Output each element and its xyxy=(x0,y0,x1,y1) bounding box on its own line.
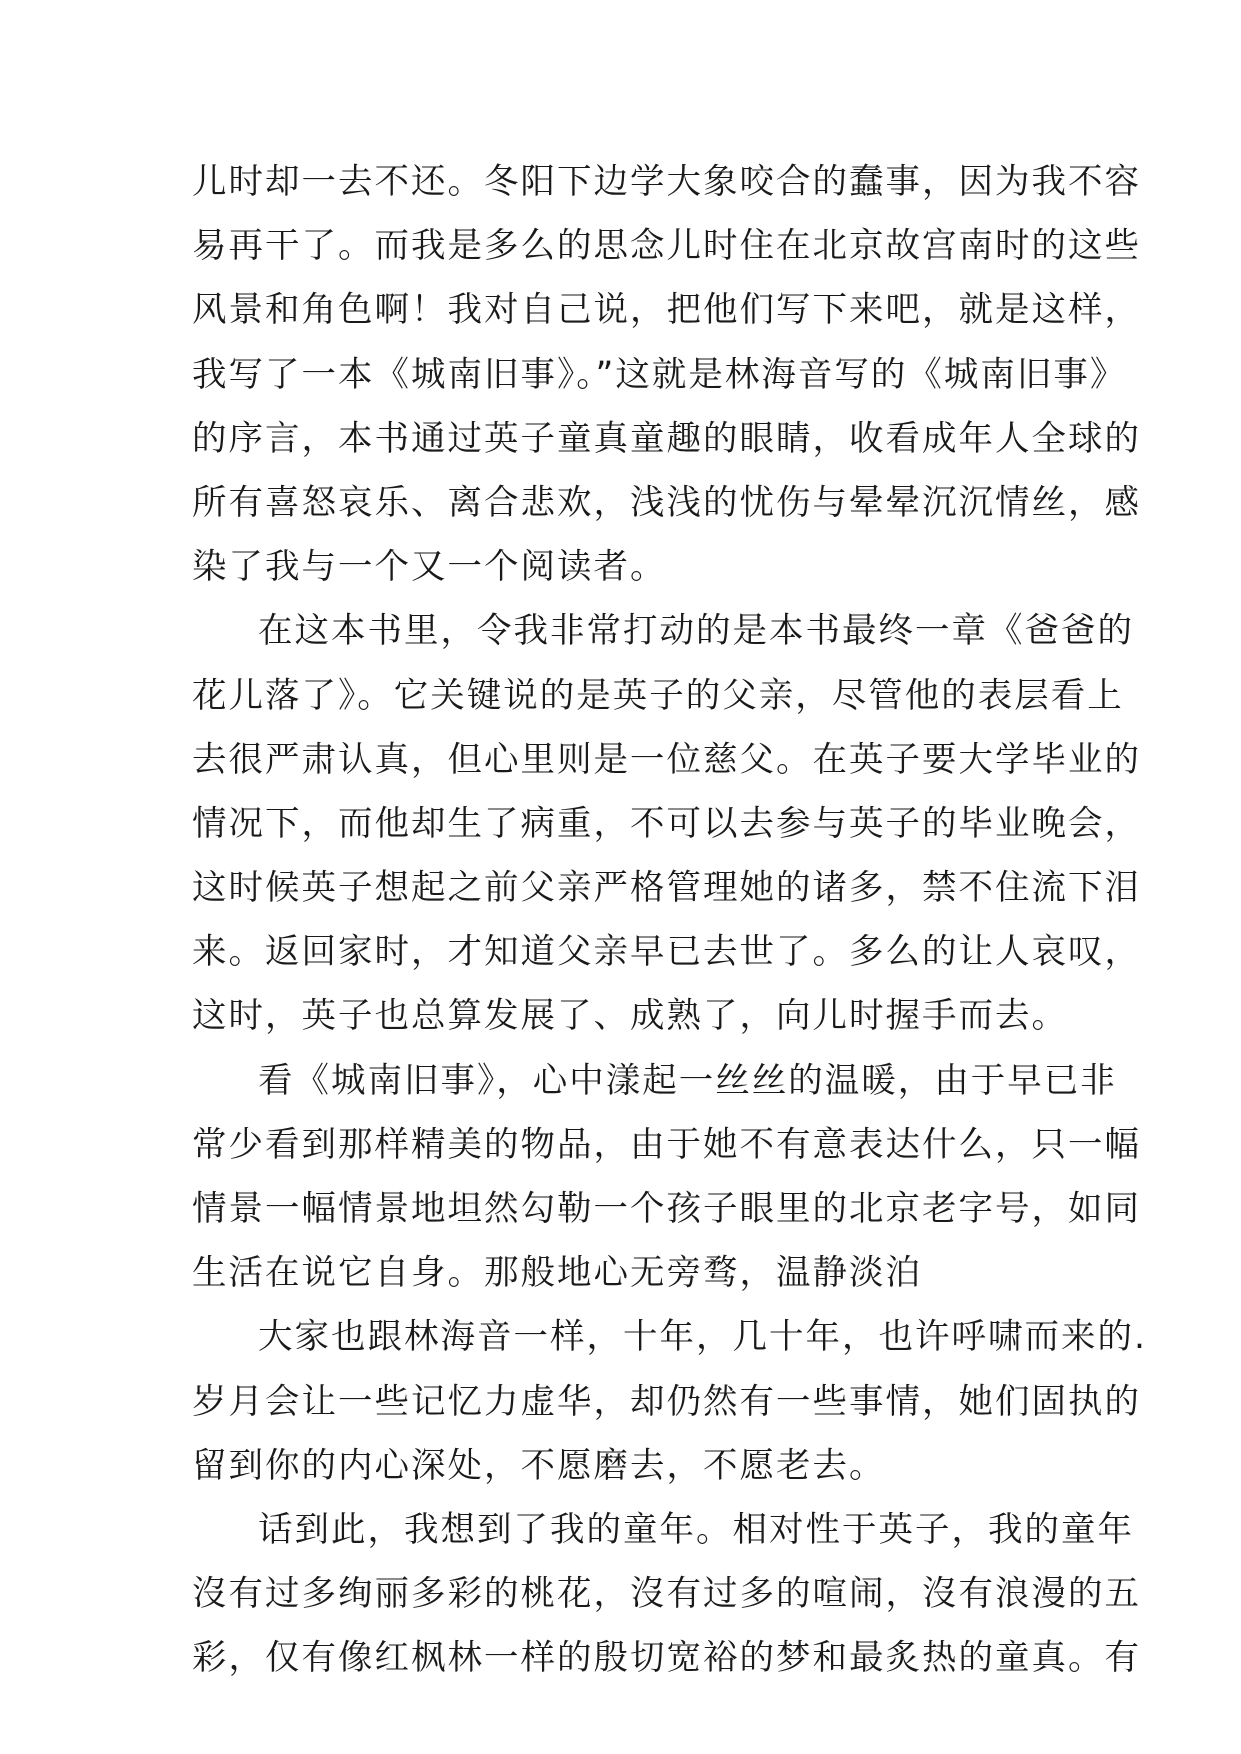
text-line: 易再干了。而我是多么的思念儿时住在北京故宫南时的这些 xyxy=(192,226,1141,267)
text-line: 的序言，本书通过英子童真童趣的眼睛，收看成年人全球的 xyxy=(192,418,1141,459)
text-line: 所有喜怒哀乐、离合悲欢，浅浅的忧伤与晕晕沉沉情丝，感 xyxy=(192,482,1141,523)
document-body xyxy=(192,150,1147,1691)
text-line: 我写了一本《城南旧事》。”这就是林海音写的《城南旧事》 xyxy=(192,354,1127,395)
text-line: 儿时却一去不还。冬阳下边学大象咬合的蠢事，因为我不容 xyxy=(192,162,1141,202)
text-line: 常少看到那样精美的物品，由于她不有意表达什么，只一幅 xyxy=(192,1124,1141,1165)
paragraph-first-line: 话到此，我想到了我的童年。相对性于英子，我的童年 xyxy=(258,1509,1134,1550)
text-line: 生活在说它自身。那般地心无旁骛，温静淡泊 xyxy=(192,1253,922,1294)
text-line: 沒有过多绚丽多彩的桃花，沒有过多的喧闹，沒有浪漫的五 xyxy=(192,1574,1141,1615)
text-line: 情况下，而他却生了病重，不可以去参与英子的毕业晚会， xyxy=(192,803,1141,844)
text-line: 这时候英子想起之前父亲严格管理她的诸多，禁不住流下泪 xyxy=(192,868,1141,909)
paragraph-first-line: 大家也跟林海音一样，十年，几十年，也许呼啸而来的. xyxy=(258,1317,1147,1358)
paragraph-first-line: 看《城南旧事》，心中漾起一丝丝的温暖，由于早已非 xyxy=(258,1060,1117,1101)
text-line: 岁月会让一些记忆力虚华，却仍然有一些事情，她们固执的 xyxy=(192,1381,1141,1422)
text-line: 染了我与一个又一个阅读者。 xyxy=(192,547,667,588)
text-line: 这时，英子也总算发展了、成熟了，向儿时握手而去。 xyxy=(192,996,1068,1037)
text-line: 留到你的内心深处，不愿磨去，不愿老去。 xyxy=(192,1445,886,1486)
text-line: 去很严肃认真，但心里则是一位慈父。在英子要大学毕业的 xyxy=(192,739,1141,780)
text-line: 风景和角色啊！我对自己说，把他们写下来吧，就是这样， xyxy=(192,290,1141,331)
text-line: 情景一幅情景地坦然勾勒一个孩子眼里的北京老字号，如同 xyxy=(192,1189,1141,1229)
text-line: 来。返回家时，才知道父亲早已去世了。多么的让人哀叹， xyxy=(192,932,1141,973)
text-line: 彩，仅有像红枫林一样的殷切宽裕的梦和最炙热的童真。有 xyxy=(192,1638,1141,1679)
text-line: 花儿落了》。它关键说的是英子的父亲，尽管他的表层看上 xyxy=(192,675,1124,716)
paragraph-first-line: 在这本书里，令我非常打动的是本书最终一章《爸爸的 xyxy=(258,611,1134,652)
